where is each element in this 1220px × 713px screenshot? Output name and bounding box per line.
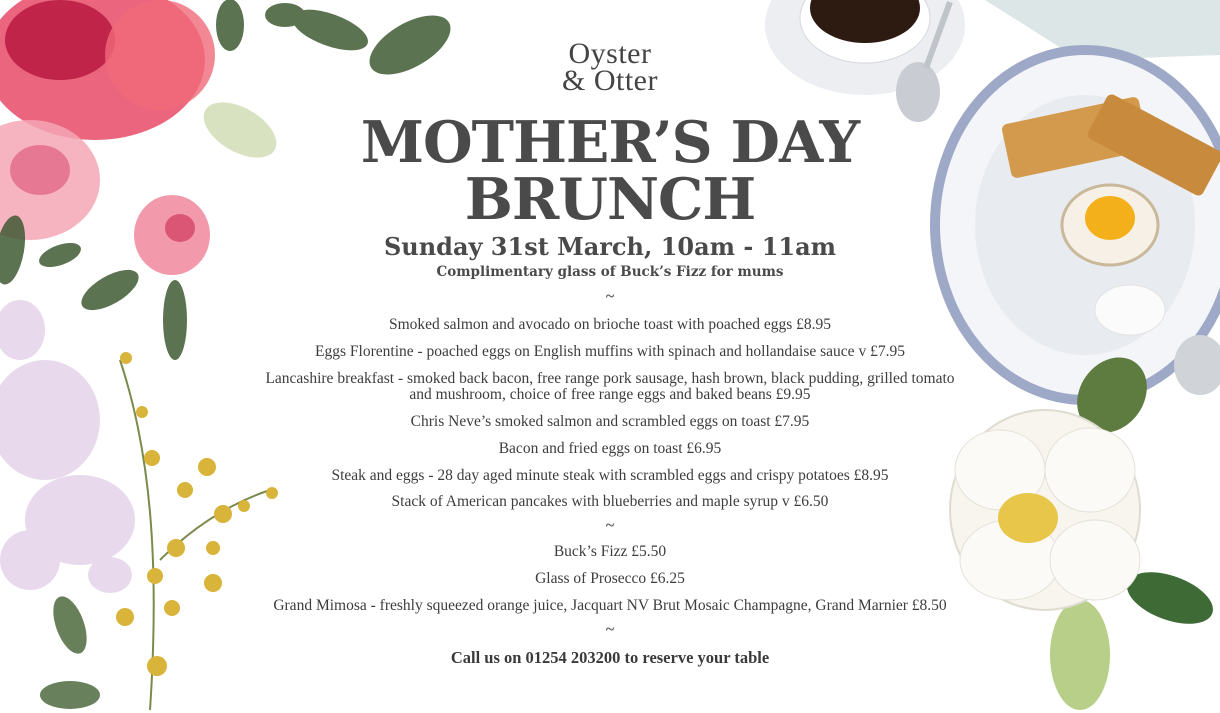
menu-item: Lancashire breakfast - smoked back bacon, free range pork sausage, hash brown, black pudding, grilled tomato <box>265 370 955 387</box>
title-line-2: BRUNCH <box>464 166 756 233</box>
event-date: Sunday 31st March, 10am - 11am <box>383 232 837 261</box>
title-line-1: MOTHER’S DAY <box>360 109 860 176</box>
red-flower-illustration <box>0 0 215 275</box>
menu-item: Steak and eggs - 28 day aged minute steak with scrambled eggs and crispy potatoes £8.95 <box>331 467 889 484</box>
brand-logo <box>230 37 990 97</box>
drink-item: Buck’s Fizz £5.50 <box>553 543 667 560</box>
menu-item: Smoked salmon and avocado on brioche toast with poached eggs £8.95 <box>388 316 832 333</box>
menu-item: Chris Neve’s smoked salmon and scrambled eggs on toast £7.95 <box>410 413 810 430</box>
separator: ~ <box>605 621 615 638</box>
call-to-action: Call us on 01254 203200 to reserve your table <box>450 648 770 667</box>
separator: ~ <box>605 517 615 534</box>
menu-item: and mushroom, choice of free range eggs and baked beans £9.95 <box>409 386 811 403</box>
separator: ~ <box>605 288 615 305</box>
menu-item: Stack of American pancakes with blueberries and maple syrup v £6.50 <box>391 493 829 510</box>
complimentary-offer: Complimentary glass of Buck’s Fizz for mums <box>436 264 784 280</box>
menu-item: Eggs Florentine - poached eggs on English muffins with spinach and hollandaise sauce v £7.95 <box>315 343 905 360</box>
menu-item: Bacon and fried eggs on toast £6.95 <box>498 440 722 457</box>
white-flower-illustration <box>950 344 1220 710</box>
drink-item: Glass of Prosecco £6.25 <box>535 570 685 587</box>
logo-line-2: & Otter <box>562 64 658 97</box>
lilac-blossom-illustration <box>0 300 135 593</box>
logo-line-1: Oyster <box>568 37 652 70</box>
page-title <box>230 109 990 233</box>
drink-item: Grand Mimosa - freshly squeezed orange juice, Jacquart NV Brut Mosaic Champagne, Grand Marnier £8.50 <box>273 597 947 614</box>
